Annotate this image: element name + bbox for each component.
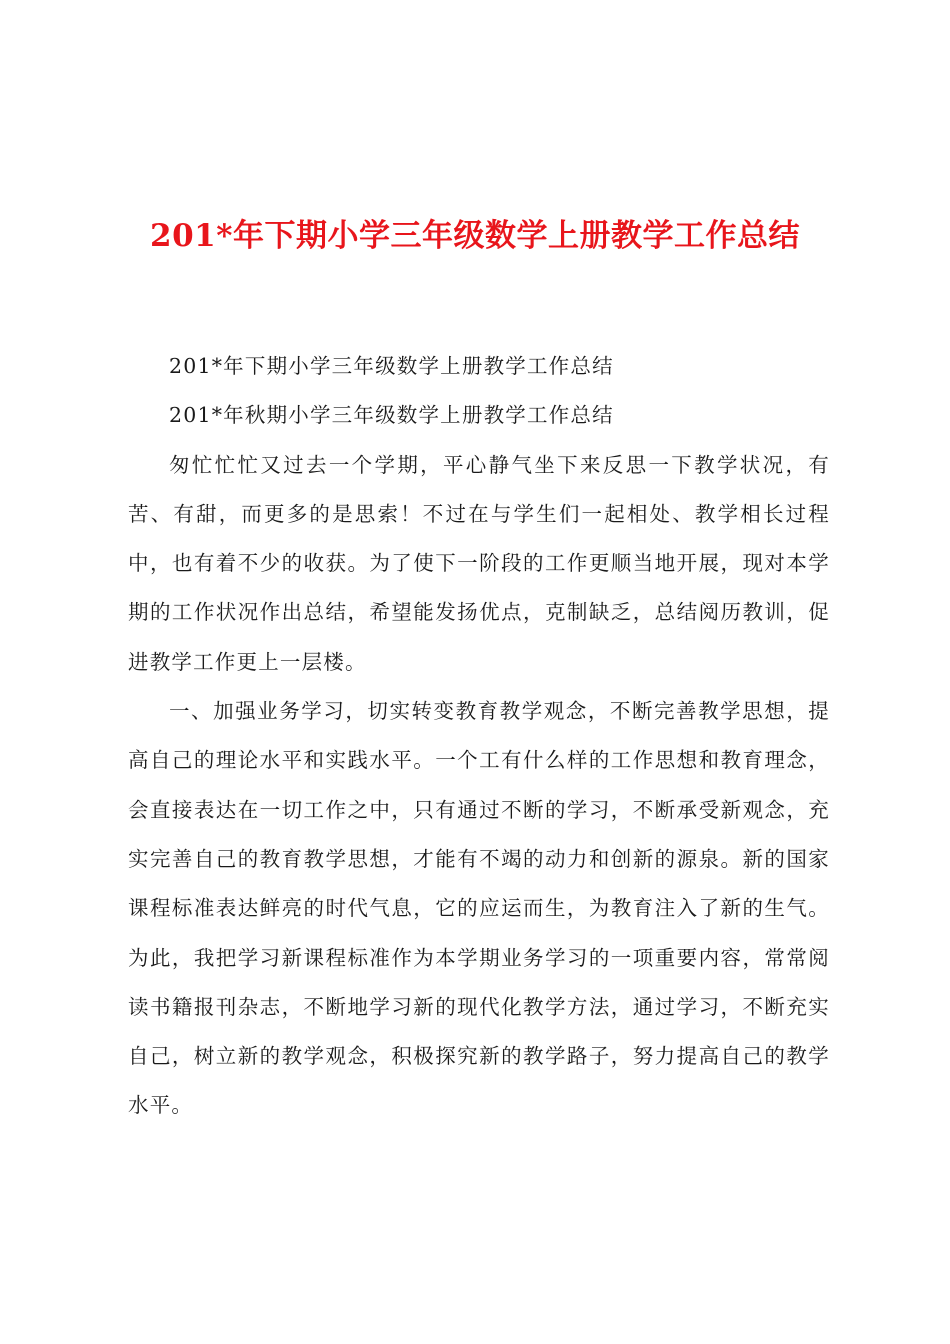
paragraph-intro: 匆忙忙忙又过去一个学期，平心静气坐下来反思一下教学状况，有苦、有甜，而更多的是思索！不过在与学生们一起相处、教学相长过程中，也有着不少的收获。为了使下一阶段的工作更顺当地开展，现对本学期的工作状况作出总结，希望能发扬优点，克制缺乏，总结阅历教训，促进教学工作更上一层楼。 [128, 452, 830, 674]
document-title: 201*年下期小学三年级数学上册教学工作总结 [150, 218, 800, 254]
paragraph-section-1: 一、加强业务学习，切实转变教育教学观念，不断完善教学思想，提高自己的理论水平和实践水平。一个工有什么样的工作思想和教育理念，会直接表达在一切工作之中，只有通过不断的学习，不断承受新观念，充实完善自己的教育教学思想，才能有不竭的动力和创新的源泉。新的国家课程标准表达鲜亮的时代气息，它的应运而生，为教育注入了新的生气。为此，我把学习新课程标准作为本学期业务学习的一项重要内容，常常阅读书籍报刊杂志，不断地学习新的现代化教学方法，通过学习，不断充实自己，树立新的教学观念，积极探究新的教学路子，努力提高自己的教学水平。 [128, 699, 830, 1118]
document-body [128, 342, 830, 1131]
paragraph-subtitle-1: 201*年下期小学三年级数学上册教学工作总结 [169, 354, 614, 378]
paragraph-subtitle-2: 201*年秋期小学三年级数学上册教学工作总结 [169, 403, 614, 428]
